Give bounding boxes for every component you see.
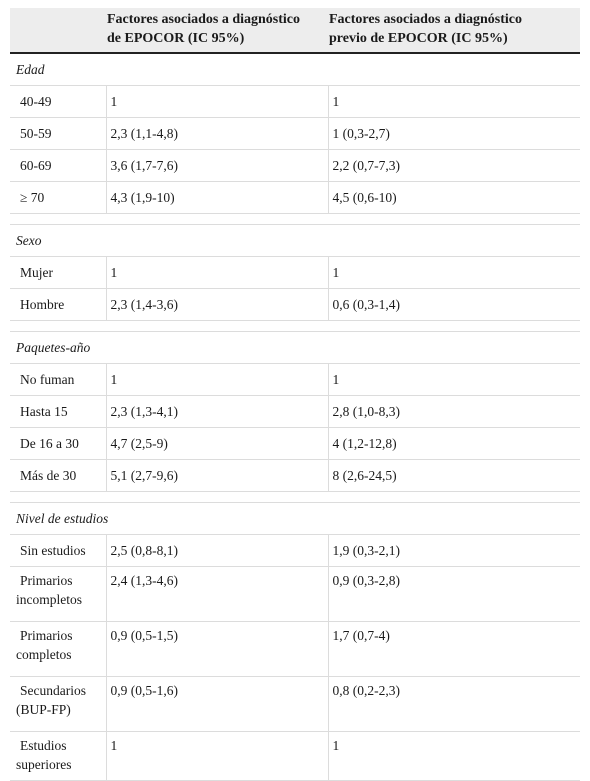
cell-diagnosis: 3,6 (1,7-7,6): [106, 150, 328, 182]
cell-diagnosis: 1: [106, 364, 328, 396]
section-title: Nivel de estudios: [10, 503, 580, 535]
row-label: No fuman: [10, 364, 106, 396]
row-label: Sin estudios: [10, 535, 106, 567]
cell-previous-diagnosis: 1: [328, 86, 580, 118]
section-row-estudios: [10, 503, 580, 535]
table-row: [10, 622, 580, 677]
table-row: [10, 86, 580, 118]
table-row: [10, 118, 580, 150]
table-row: [10, 535, 580, 567]
table-row: [10, 677, 580, 732]
row-label: Más de 30: [10, 460, 106, 492]
row-label: Mujer: [10, 257, 106, 289]
cell-previous-diagnosis: 1: [328, 364, 580, 396]
cell-previous-diagnosis: 1,7 (0,7-4): [328, 622, 580, 677]
row-label: Hombre: [10, 289, 106, 321]
table-row: [10, 182, 580, 214]
table-row: [10, 257, 580, 289]
row-label: ≥ 70: [10, 182, 106, 214]
cell-diagnosis: 0,9 (0,5-1,5): [106, 622, 328, 677]
row-label: Estudios superiores: [10, 732, 106, 781]
section-title: Edad: [10, 53, 580, 86]
section-row-paquetes: [10, 332, 580, 364]
section-spacer: [10, 492, 580, 503]
cell-diagnosis: 2,5 (0,8-8,1): [106, 535, 328, 567]
section-row-sexo: [10, 225, 580, 257]
row-label: Primarios incompletos: [10, 567, 106, 622]
cell-diagnosis: 5,1 (2,7-9,6): [106, 460, 328, 492]
row-label: 40-49: [10, 86, 106, 118]
row-label: Secundarios (BUP-FP): [10, 677, 106, 732]
odds-ratio-table: [10, 8, 580, 781]
cell-previous-diagnosis: 8 (2,6-24,5): [328, 460, 580, 492]
header-diagnosis: Factores asociados a diagnóstico de EPOCOR (IC 95%): [106, 8, 328, 53]
section-spacer: [10, 214, 580, 225]
table-row: [10, 428, 580, 460]
cell-diagnosis: 1: [106, 86, 328, 118]
table-row: [10, 289, 580, 321]
cell-previous-diagnosis: 1,9 (0,3-2,1): [328, 535, 580, 567]
section-title: Paquetes-año: [10, 332, 580, 364]
section-spacer: [10, 321, 580, 332]
cell-diagnosis: 4,3 (1,9-10): [106, 182, 328, 214]
cell-diagnosis: 2,3 (1,1-4,8): [106, 118, 328, 150]
cell-previous-diagnosis: 1: [328, 732, 580, 781]
cell-previous-diagnosis: 4 (1,2-12,8): [328, 428, 580, 460]
table-row: [10, 732, 580, 781]
cell-previous-diagnosis: 2,2 (0,7-7,3): [328, 150, 580, 182]
table-row: [10, 567, 580, 622]
cell-previous-diagnosis: 0,8 (0,2-2,3): [328, 677, 580, 732]
table-row: [10, 460, 580, 492]
cell-diagnosis: 0,9 (0,5-1,6): [106, 677, 328, 732]
row-label: Hasta 15: [10, 396, 106, 428]
cell-diagnosis: 1: [106, 732, 328, 781]
row-label: 60-69: [10, 150, 106, 182]
section-row-edad: [10, 53, 580, 86]
row-label: 50-59: [10, 118, 106, 150]
cell-previous-diagnosis: 2,8 (1,0-8,3): [328, 396, 580, 428]
cell-diagnosis: 1: [106, 257, 328, 289]
cell-previous-diagnosis: 1: [328, 257, 580, 289]
table-row: [10, 364, 580, 396]
row-label: De 16 a 30: [10, 428, 106, 460]
table-header-row: [10, 8, 580, 53]
cell-diagnosis: 2,3 (1,3-4,1): [106, 396, 328, 428]
table-row: [10, 396, 580, 428]
table-row: [10, 150, 580, 182]
header-variable: [10, 8, 106, 53]
row-label: Primarios completos: [10, 622, 106, 677]
cell-previous-diagnosis: 4,5 (0,6-10): [328, 182, 580, 214]
cell-diagnosis: 4,7 (2,5-9): [106, 428, 328, 460]
cell-previous-diagnosis: 1 (0,3-2,7): [328, 118, 580, 150]
header-previous-diagnosis: Factores asociados a diagnóstico previo de EPOCOR (IC 95%): [328, 8, 580, 53]
cell-previous-diagnosis: 0,6 (0,3-1,4): [328, 289, 580, 321]
cell-diagnosis: 2,3 (1,4-3,6): [106, 289, 328, 321]
section-title: Sexo: [10, 225, 580, 257]
cell-diagnosis: 2,4 (1,3-4,6): [106, 567, 328, 622]
cell-previous-diagnosis: 0,9 (0,3-2,8): [328, 567, 580, 622]
